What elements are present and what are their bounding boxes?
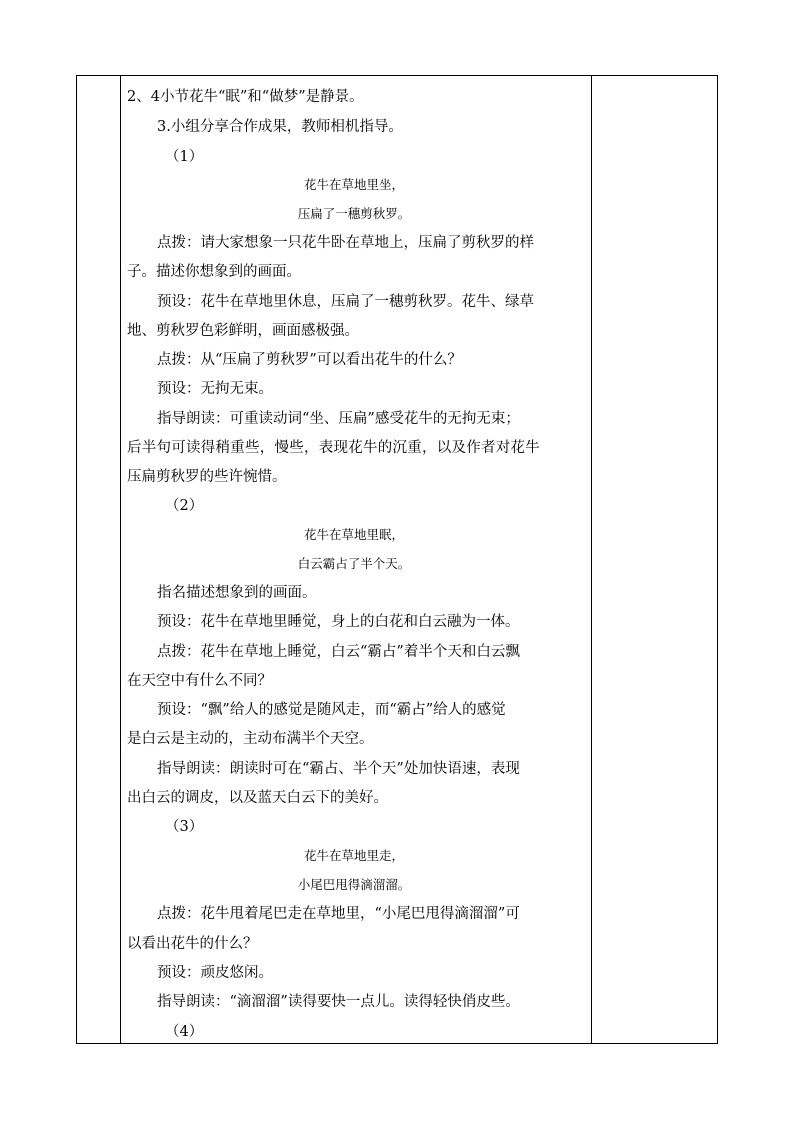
text-line: 预设：花牛在草地里睡觉，身上的白花和白云融为一体。 (157, 614, 520, 630)
poem-line: 花牛在草地里坐， (303, 177, 404, 192)
text-line: 预设：花牛在草地里休息，压扁了一穗剪秋罗。花牛、绿草 (157, 294, 534, 310)
text-line: 是白云是主动的，主动布满半个天空。 (127, 731, 374, 747)
text-line: 点拨：请大家想象一只花牛卧在草地上，压扁了剪秋罗的样 (157, 235, 534, 251)
section-marker: （3） (165, 819, 204, 835)
text-line: 指名描述想象到的画面。 (157, 585, 317, 601)
text-line: 后半句可读得稍重些，慢些，表现花牛的沉重，以及作者对花牛 (127, 440, 540, 456)
text-line: 预设：顽皮悠闲。 (157, 965, 273, 981)
text-line: 预设：无拘无束。 (157, 381, 273, 397)
text-line: 点拨：从“压扁了剪秋罗”可以看出花牛的什么？ (157, 352, 462, 368)
text-line: 压扁剪秋罗的些许惋惜。 (127, 469, 287, 485)
poem-line: 花牛在草地里眠， (303, 527, 404, 542)
text-line: 出白云的调皮，以及蓝天白云下的美好。 (127, 790, 388, 806)
text-line: 3.小组分享合作成果，教师相机指导。 (157, 119, 403, 135)
text-line: 点拨：花牛在草地上睡觉，白云“霸占”着半个天和白云飘 (157, 644, 520, 660)
text-line: 点拨：花牛甩着尾巴走在草地里，“小尾巴甩得滴溜溜”可 (157, 906, 520, 922)
text-line: 预设：“飘”给人的感觉是随风走，而“霸占”给人的感觉 (157, 702, 506, 718)
text-line: 2、4小节花牛“眠”和“做梦”是静景。 (127, 89, 364, 105)
text-line: 在天空中有什么不同？ (127, 673, 272, 689)
section-marker: （2） (165, 498, 204, 514)
text-line: 指导朗读：“滴溜溜”读得要快一点儿。读得轻快俏皮些。 (157, 994, 520, 1010)
lesson-content-cell (121, 75, 587, 1044)
poem-line: 花牛在草地里走， (303, 848, 404, 863)
text-line: 地、剪秋罗色彩鲜明，画面感极强。 (127, 323, 359, 339)
poem-line: 压扁了一穗剪秋罗。 (297, 206, 411, 221)
column-divider-right (591, 76, 592, 1043)
poem-line: 白云霸占了半个天。 (297, 556, 411, 571)
text-line: 指导朗读：朗读时可在“霸占、半个天”处加快语速，表现 (157, 761, 520, 777)
text-line: 以看出花牛的什么？ (127, 936, 258, 952)
section-marker: （1） (165, 149, 204, 165)
text-line: 指导朗读：可重读动词“坐、压扁”感受花牛的无拘无束； (157, 411, 520, 427)
poem-line: 小尾巴甩得滴溜溜。 (297, 877, 411, 892)
text-line: 子。描述你想象到的画面。 (127, 264, 301, 280)
section-marker: （4） (165, 1024, 204, 1040)
